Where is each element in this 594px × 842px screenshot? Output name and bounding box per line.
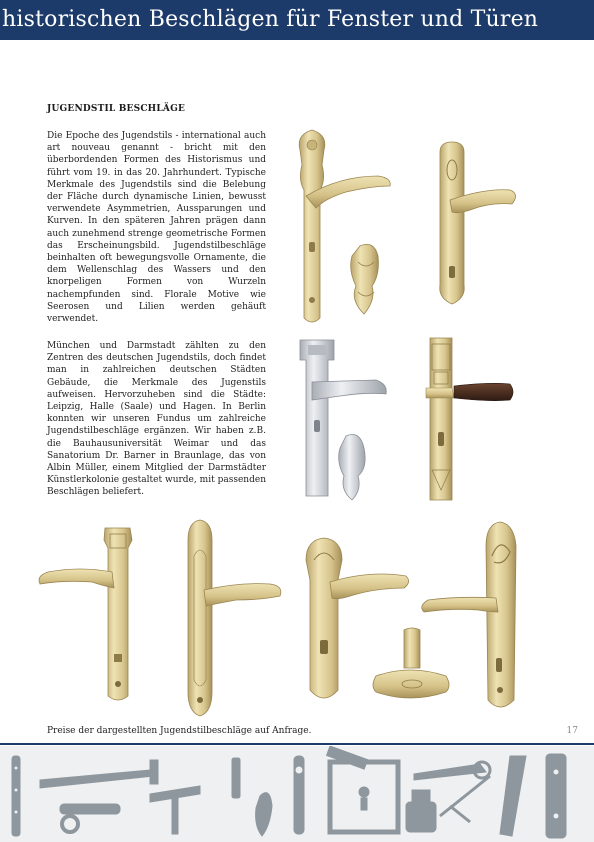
footer-divider	[0, 743, 594, 745]
art-nouveau-lever-handle-wood-grip	[426, 338, 513, 500]
art-nouveau-lever-handle-oval-scroll	[188, 520, 281, 716]
lever-handle-icon	[256, 756, 304, 836]
key-icon	[60, 786, 200, 834]
body-paragraph-2: München und Darmstadt zählten zu den Zentren des deutschen Jugendstils, doch findet man in zahlreichen deutschen Städten Gebäude, die Merkmale des Jugenstils aufweisen. Hervorzuheben sind die Städte: Leipzig, Halle (Saale) und Hagen. In Berlin konnten wir unseren Fundus um zahlreiche Jugendstilbeschläge ergänzen. Wir haben z.B. die Bauhausuniversität Weimar und das Sanatorium Dr. Barner in Braunlage, das von Albin Müller, einem Mitglied der Darmstädter Künstlerkolonie gestaltet wurde, mit passenden Beschlägen beliefert.	[47, 341, 266, 498]
art-nouveau-window-knob-chrome	[339, 435, 365, 501]
art-nouveau-lever-handle-square-top	[39, 528, 132, 700]
keyhole-escutcheon-icon	[500, 754, 566, 838]
art-nouveau-lever-handle-keyhole	[440, 142, 516, 304]
page-header-title: historischen Beschlägen für Fenster und Türen	[0, 0, 594, 40]
section-title: JUGENDSTIL BESCHLÄGE	[47, 104, 186, 114]
body-paragraph-1: Die Epoche des Jugendstils - international auch art nouveau genannt - bricht mit den überbordenden Formen des Historismus und führt vom 19. in das 20. Jahrhundert. Typische Merkmale des Jugendstils sind die Belebung der Fläche durch dynamische Linien, bewusst verwendete Asymmetrien, Aussparungen und Kurven. In den späteren Jahren prägen dann auch zunehmend strenge geometrische Formen das Erscheinungsbild. Jugendstilbeschläge beinhalten oft bewegungsvolle Ornamente, die dem Wellenschlag des Wassers und den knorpeligen Formen von Wurzeln nachempfunden sind. Florale Motive wie Seerosen und Lilien werden gehäuft verwendet.	[47, 131, 266, 325]
footer-price-note: Preise der dargestellten Jugendstilbeschläge auf Anfrage.	[47, 726, 312, 736]
decorative-hardware-band	[0, 746, 594, 842]
window-latch-icon	[406, 776, 490, 832]
knocker-icon	[414, 762, 490, 780]
door-handle-icon	[40, 758, 240, 798]
hinge-icon	[12, 756, 20, 836]
page-number: 17	[566, 726, 578, 736]
art-nouveau-lever-handle-tall-ornate	[299, 130, 390, 322]
art-nouveau-window-turn-knob	[373, 628, 449, 698]
door-lock-icon	[327, 746, 398, 832]
art-nouveau-window-knob	[351, 244, 379, 314]
